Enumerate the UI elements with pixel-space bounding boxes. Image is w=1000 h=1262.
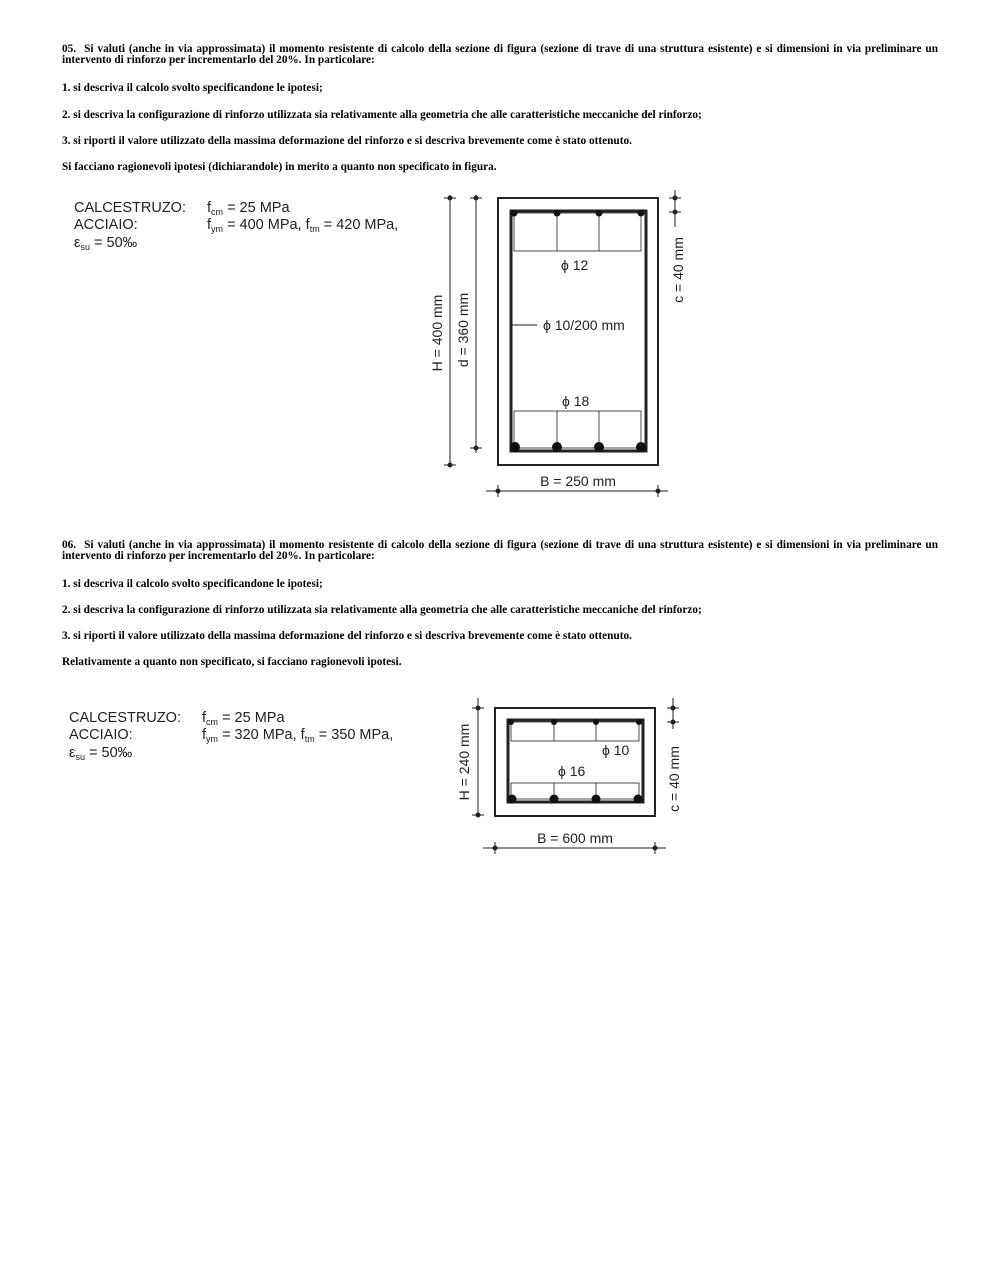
height-label: H = 400 mm <box>429 294 445 372</box>
item-1: 1. si descriva il calcolo svolto specificandone le ipotesi; <box>62 578 323 590</box>
bottom-bar <box>634 795 643 804</box>
item-3: 3. si riporti il valore utilizzato della massima deformazione del rinforzo e si descriva brevemente come è stato ottenuto. <box>62 135 632 147</box>
top-bar <box>593 719 599 725</box>
problem-05 <box>62 43 938 173</box>
top-bar <box>596 210 603 217</box>
stirrup <box>508 720 643 802</box>
esu-value: $\varepsilon_{su}$ = 50‰ <box>69 745 133 762</box>
problem-06 <box>62 539 938 668</box>
item-2: 2. si descriva la configurazione di rinforzo utilizzata sia relativamente alla geometria che alle caratteristiche meccaniche del rinforzo; <box>62 604 702 616</box>
cover-label: c = 40 mm <box>670 237 686 303</box>
bottom-bar <box>592 795 601 804</box>
bottom-bar <box>508 795 517 804</box>
item-1: 1. si descriva il calcolo svolto specificandone le ipotesi; <box>62 82 323 94</box>
cover-label: c = 40 mm <box>666 746 682 812</box>
bottom-bar <box>552 442 562 452</box>
width-label: B = 600 mm <box>537 830 613 846</box>
bottom-bar <box>550 795 559 804</box>
bottom-bar <box>594 442 604 452</box>
materials-06 <box>69 710 409 770</box>
problem-number: 05. <box>62 43 77 55</box>
bottom-bars-label: ϕ 18 <box>562 393 590 409</box>
fym-ftm-value: $f_{ym} = 320$ MPa, $f_{tm} = 350$ MPa, <box>202 727 394 744</box>
height-label: H = 240 mm <box>456 723 472 801</box>
problem-statement-text: Si valuti (anche in via approssimata) il momento resistente di calcolo della sezione di figura (sezione di trave di una struttura esistente) e si dimensioni in via preliminare un intervento di rinforzo per incrementarlo del 20%. In particolare: <box>62 43 938 66</box>
section-figure-05 <box>420 185 690 505</box>
esu-value: $\varepsilon_{su}$ = 50‰ <box>74 235 138 252</box>
steel-label: ACCIAIO: <box>69 727 133 743</box>
fcm-value: $f_{cm} = 25$ MPa <box>207 200 290 217</box>
note: Relativamente a quanto non specificato, si facciano ragionevoli ipotesi. <box>62 656 402 668</box>
bottom-bar <box>636 442 646 452</box>
width-label: B = 250 mm <box>540 473 616 489</box>
problem-number: 06. <box>62 539 77 551</box>
concrete-label: CALCESTRUZO: <box>69 710 181 726</box>
bottom-bars-label: ϕ 16 <box>558 763 586 779</box>
steel-label: ACCIAIO: <box>74 217 138 233</box>
materials-05 <box>74 200 414 260</box>
item-2: 2. si descriva la configurazione di rinforzo utilizzata sia relativamente alla geometria che alle caratteristiche meccaniche del rinforzo; <box>62 109 702 121</box>
fym-ftm-value: $f_{ym} = 400$ MPa, $f_{tm} = 420$ MPa, <box>207 217 399 234</box>
top-bars-label: ϕ 12 <box>561 257 589 273</box>
top-bar <box>554 210 561 217</box>
bottom-bar <box>510 442 520 452</box>
item-3: 3. si riporti il valore utilizzato della massima deformazione del rinforzo e si descriva brevemente come è stato ottenuto. <box>62 630 632 642</box>
top-bars-label: ϕ 10 <box>602 742 630 758</box>
problem-statement-text: Si valuti (anche in via approssimata) il momento resistente di calcolo della sezione di figura (sezione di trave di una struttura esistente) e si dimensioni in via preliminare un intervento di rinforzo per incrementarlo del 20%. In particolare: <box>62 539 938 562</box>
section-outline <box>495 708 655 816</box>
depth-label: d = 360 mm <box>455 292 471 368</box>
fcm-value: $f_{cm} = 25$ MPa <box>202 710 285 727</box>
concrete-label: CALCESTRUZO: <box>74 200 186 216</box>
top-bar <box>508 719 514 725</box>
problem-statement <box>62 540 938 562</box>
note: Si facciano ragionevoli ipotesi (dichiarandole) in merito a quanto non specificato in figura. <box>62 161 497 173</box>
top-bar <box>511 210 518 217</box>
top-bar <box>638 210 645 217</box>
stirrups-label: ϕ 10/200 mm <box>543 317 625 333</box>
top-bar <box>636 719 642 725</box>
section-figure-06 <box>450 695 690 860</box>
problem-statement <box>62 44 938 66</box>
top-bar <box>551 719 557 725</box>
